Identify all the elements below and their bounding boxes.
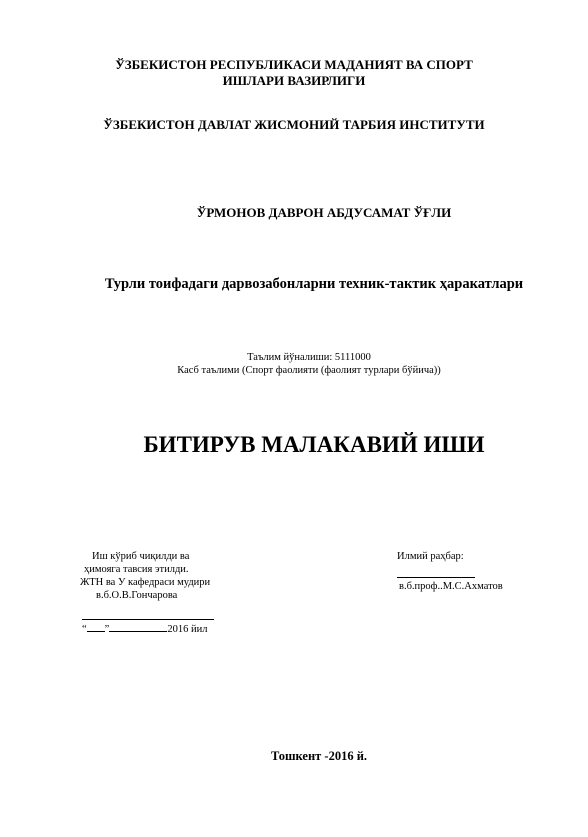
approval-head-name: в.б.О.В.Гончарова <box>96 590 178 601</box>
date-close-quote: ” <box>104 624 110 635</box>
date-day-blank <box>87 620 105 632</box>
author-name: ЎРМОНОВ ДАВРОН АБДУСАМАТ ЎҒЛИ <box>196 205 452 220</box>
approval-line-2: ҳимояга тавсия этилди. <box>84 564 189 575</box>
document-type-title: БИТИРУВ МАЛАКАВИЙ ИШИ <box>143 432 485 457</box>
approval-date <box>82 620 207 636</box>
date-open-quote: “ <box>82 624 87 635</box>
approval-line-3: ЖТН ва У кафедраси мудири <box>80 577 211 588</box>
supervisor-signature-line <box>397 577 475 578</box>
ministry-line-1: ЎЗБЕКИСТОН РЕСПУБЛИКАСИ МАДАНИЯТ ВА СПОРТ <box>115 57 473 72</box>
date-year: 2016 йил <box>167 624 208 635</box>
city-year-footer: Тошкент -2016 й. <box>270 749 368 763</box>
direction-specialty: Касб таълими (Спорт фаолияти (фаолият турлари бўйича)) <box>177 365 441 376</box>
ministry-line-2: ИШЛАРИ ВАЗИРЛИГИ <box>222 73 366 88</box>
direction-code: Таълим йўналиши: 5111000 <box>247 352 371 363</box>
institute-heading: ЎЗБЕКИСТОН ДАВЛАТ ЖИСМОНИЙ ТАРБИЯ ИНСТИТУТИ <box>103 117 485 132</box>
date-month-blank <box>109 620 167 632</box>
approval-block <box>80 550 280 602</box>
approval-line-1: Иш кўриб чиқилди ва <box>92 551 190 562</box>
study-direction <box>0 351 588 377</box>
thesis-topic: Турли тоифадаги дарвозабонларни техник-тактик ҳаракатлари <box>104 276 524 292</box>
supervisor-name: в.б.проф..М.С.Ахматов <box>399 581 503 592</box>
supervisor-title: Илмий раҳбар: <box>397 551 464 562</box>
ministry-heading <box>0 57 588 89</box>
